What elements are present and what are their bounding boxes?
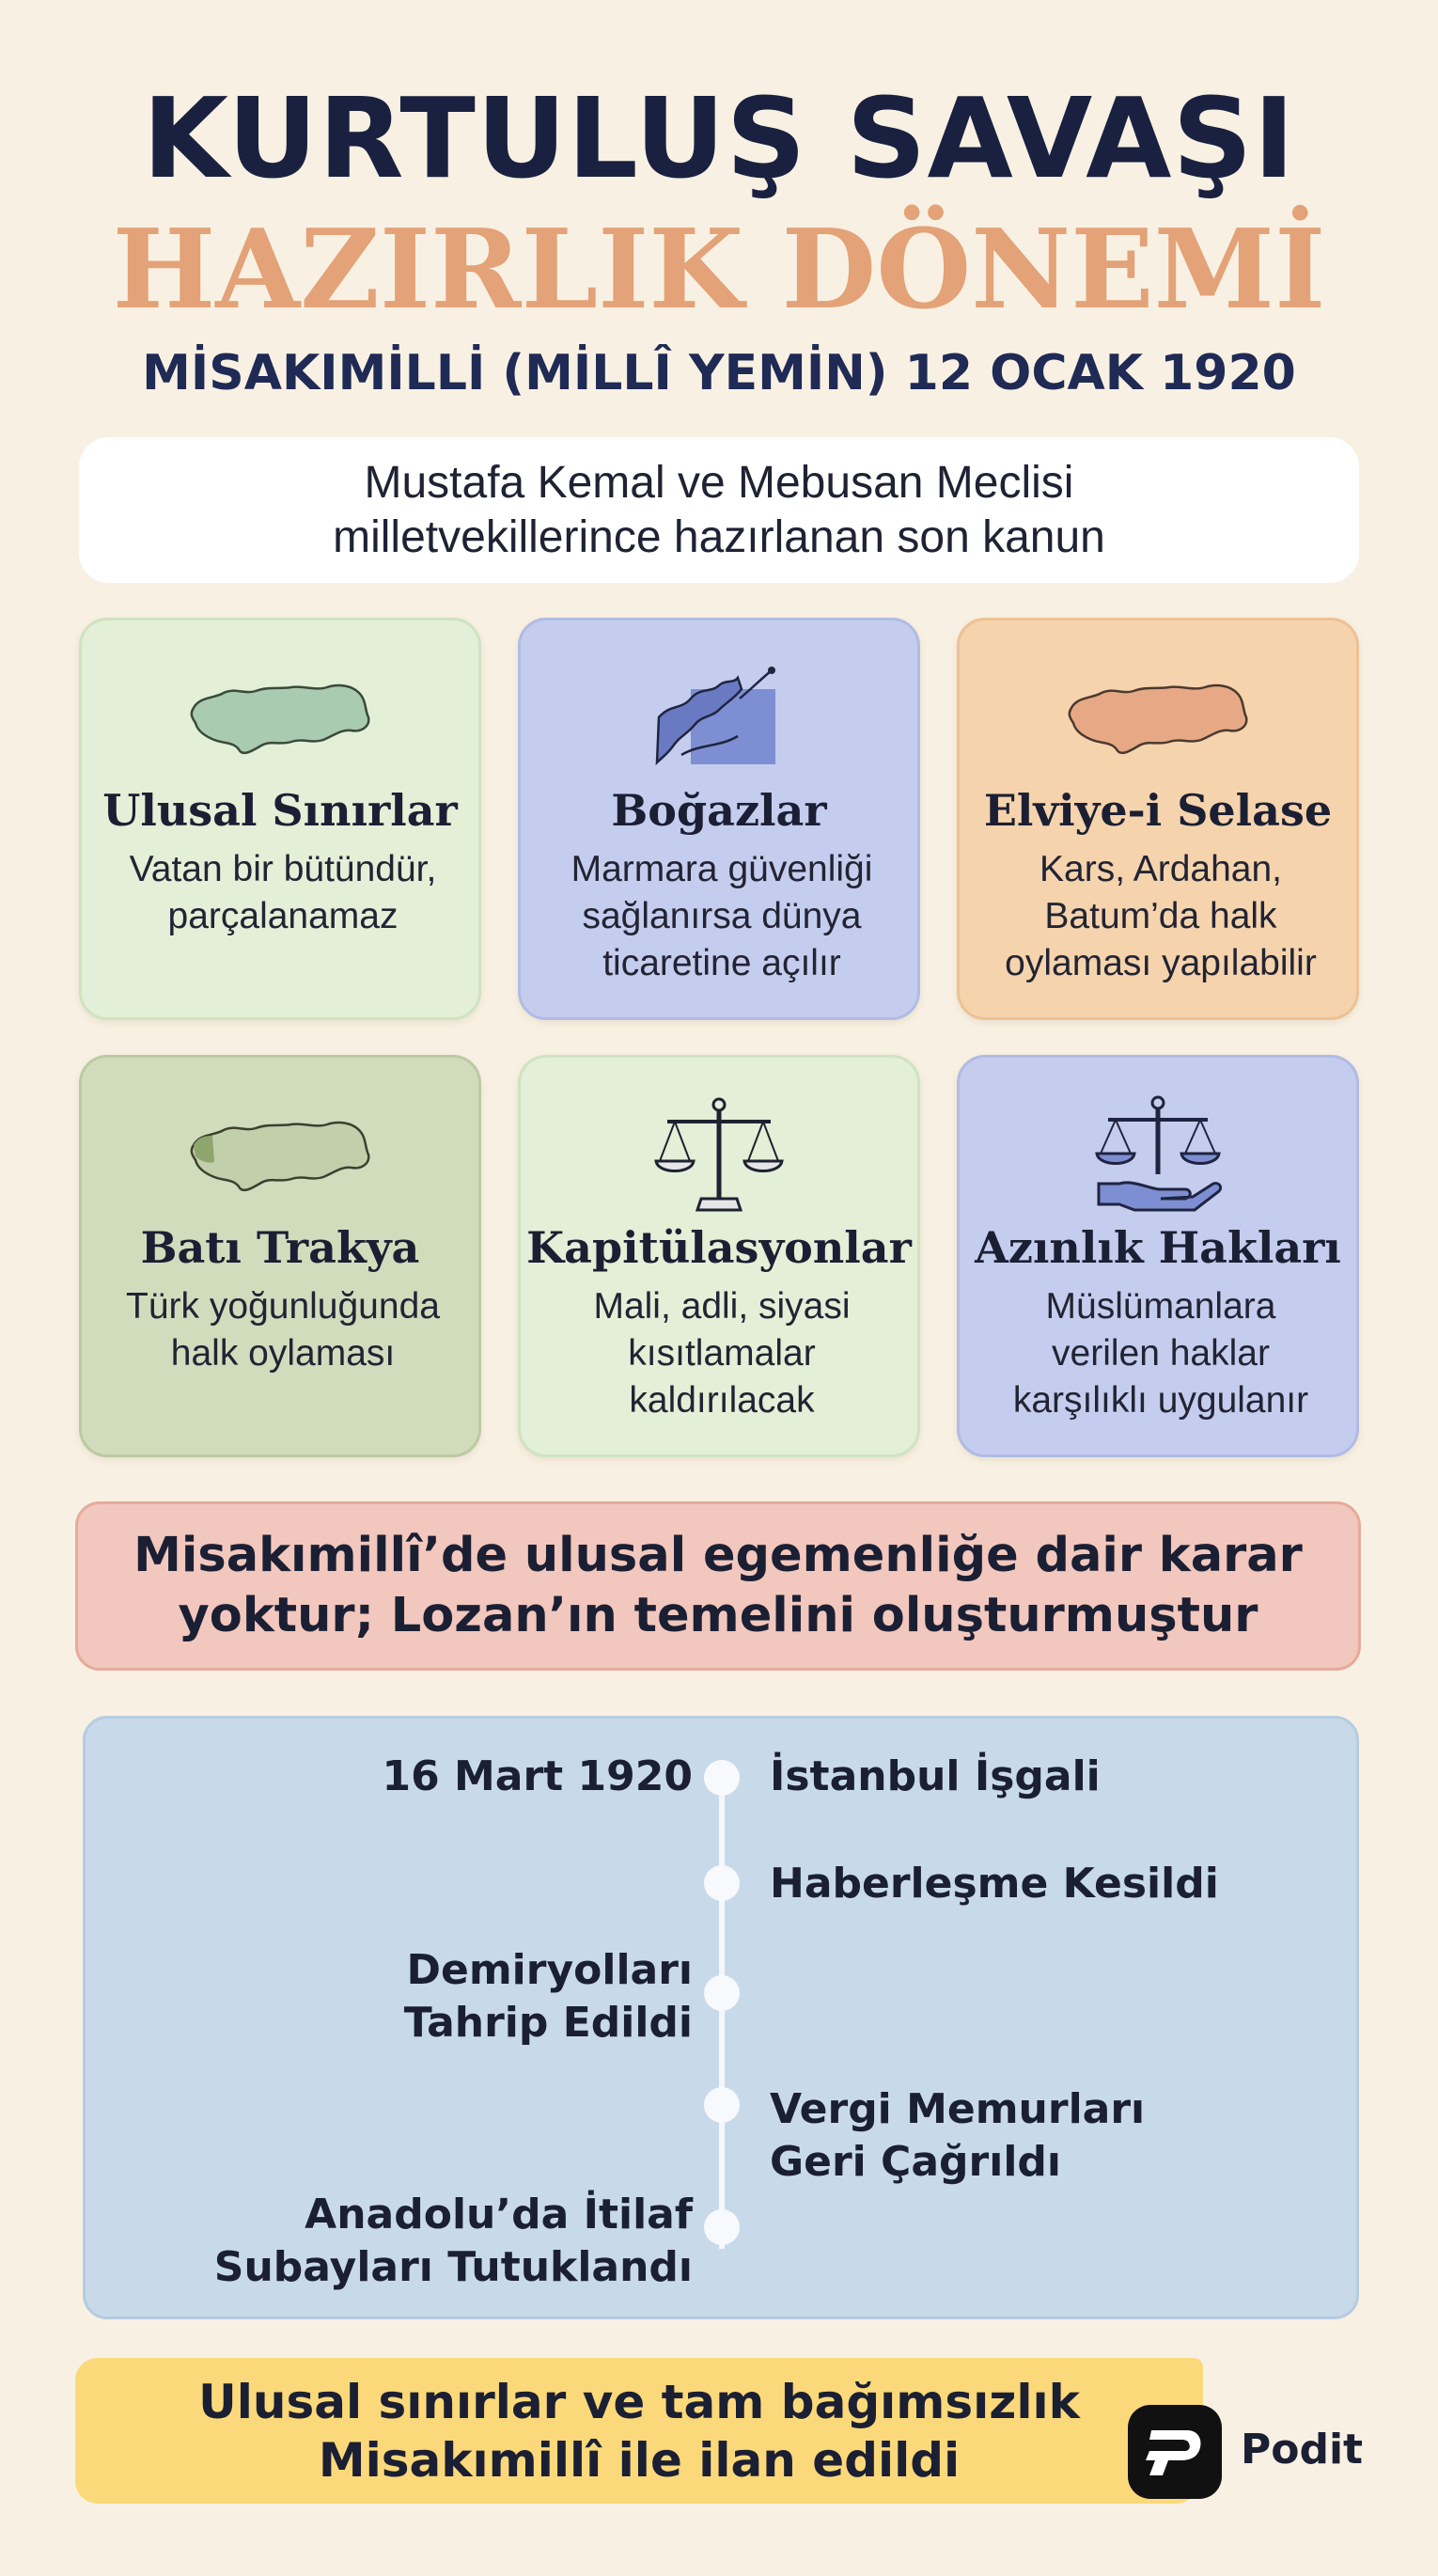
card-desc-line: Mali, adli, siyasi — [593, 1286, 851, 1327]
timeline-event — [214, 2189, 693, 2294]
card-description — [973, 846, 1349, 987]
timeline-event: İstanbul İşgali — [770, 1752, 1101, 1800]
timeline-dot — [704, 2087, 740, 2123]
card-desc-line: Türk yoğunluğunda — [126, 1286, 440, 1327]
key-note-box — [75, 1501, 1361, 1671]
timeline-dot — [704, 1865, 740, 1901]
straits-map-icon — [521, 656, 917, 778]
timeline-event — [404, 1944, 693, 2050]
turkey-map-icon — [82, 1093, 478, 1216]
card-description — [534, 1283, 910, 1424]
scales-hand-icon — [960, 1093, 1356, 1216]
card-desc-line: halk oylaması — [170, 1333, 396, 1374]
card-desc-line: Müslümanlara — [1045, 1286, 1276, 1327]
card-elviye-i-selase — [957, 618, 1359, 1020]
card-ulusal-sinirlar — [79, 618, 481, 1020]
card-bogazlar — [518, 618, 920, 1020]
intro-line-1: Mustafa Kemal ve Mebusan Meclisi — [364, 457, 1074, 508]
subtitle: MİSAKIMİLLİ (MİLLÎ YEMİN) 12 OCAK 1920 — [142, 345, 1296, 401]
timeline-event-line: Anadolu’da İtilaf — [305, 2191, 693, 2238]
card-kapitulasyonlar — [518, 1055, 920, 1457]
timeline-event-line: Demiryolları — [406, 1946, 693, 1994]
card-desc-line: Vatan bir bütündür, — [129, 849, 437, 889]
card-title: Boğazlar — [611, 785, 827, 836]
note-line-2: yoktur; Lozan’ın temelini oluşturmuştur — [178, 1588, 1258, 1643]
timeline-dot — [704, 2209, 740, 2245]
title-line-2: HAZIRLIK DÖNEMİ — [112, 206, 1326, 334]
timeline-date: 16 Mart 1920 — [382, 1752, 693, 1800]
note-line-1: Misakımillî’de ulusal egemenliğe dair karar — [133, 1528, 1303, 1583]
card-desc-line: sağlanırsa dünya — [582, 896, 862, 936]
intro-box — [79, 437, 1359, 583]
timeline-dot — [704, 1760, 740, 1796]
card-desc-line: ticaretine açılır — [602, 943, 841, 983]
timeline-event-line: Vergi Memurları — [770, 2085, 1146, 2133]
footer-line-1: Ulusal sınırlar ve tam bağımsızlık — [198, 2374, 1080, 2429]
card-desc-line: kısıtlamalar — [628, 1333, 816, 1374]
card-desc-line: parçalanamaz — [167, 896, 399, 936]
timeline-event — [770, 2083, 1145, 2189]
timeline-dot — [704, 1975, 740, 2011]
podit-logo-icon — [1128, 2405, 1222, 2499]
timeline-event-line: Subayları Tutuklandı — [213, 2243, 693, 2291]
card-description — [534, 846, 910, 987]
card-description — [95, 846, 471, 940]
timeline-event-line: Tahrip Edildi — [403, 1999, 693, 2047]
card-desc-line: Kars, Ardahan, — [1039, 849, 1282, 889]
footer-line-2: Misakımillî ile ilan edildi — [318, 2432, 961, 2488]
card-desc-line: kaldırılacak — [629, 1380, 815, 1421]
card-desc-line: karşılıklı uygulanır — [1012, 1380, 1309, 1421]
timeline-axis — [719, 1777, 725, 2249]
card-description — [973, 1283, 1349, 1424]
scales-icon — [521, 1093, 917, 1216]
footer-banner — [75, 2358, 1203, 2504]
card-title: Ulusal Sınırlar — [102, 785, 458, 836]
brand-name: Podit — [1241, 2426, 1364, 2474]
card-title: Batı Trakya — [140, 1222, 420, 1273]
timeline-event-line: Geri Çağrıldı — [770, 2138, 1061, 2186]
card-desc-line: verilen haklar — [1052, 1333, 1270, 1374]
card-title: Azınlık Hakları — [975, 1222, 1341, 1273]
card-desc-line: Batum’da halk — [1044, 896, 1277, 936]
timeline-event: Haberleşme Kesildi — [770, 1860, 1219, 1908]
card-title: Elviye-i Selase — [983, 785, 1333, 836]
intro-line-2: milletvekillerince hazırlanan son kanun — [333, 511, 1105, 562]
card-description — [95, 1283, 471, 1377]
turkey-map-icon — [82, 656, 478, 778]
card-azinlik-haklari — [957, 1055, 1359, 1457]
card-bati-trakya — [79, 1055, 481, 1457]
timeline-box — [83, 1716, 1359, 2319]
turkey-map-icon — [960, 656, 1356, 778]
card-desc-line: Marmara güvenliği — [571, 849, 873, 889]
card-desc-line: oylaması yapılabilir — [1005, 943, 1317, 983]
card-title: Kapitülasyonlar — [526, 1222, 912, 1273]
title-line-1: KURTULUŞ SAVAŞI — [142, 73, 1296, 203]
